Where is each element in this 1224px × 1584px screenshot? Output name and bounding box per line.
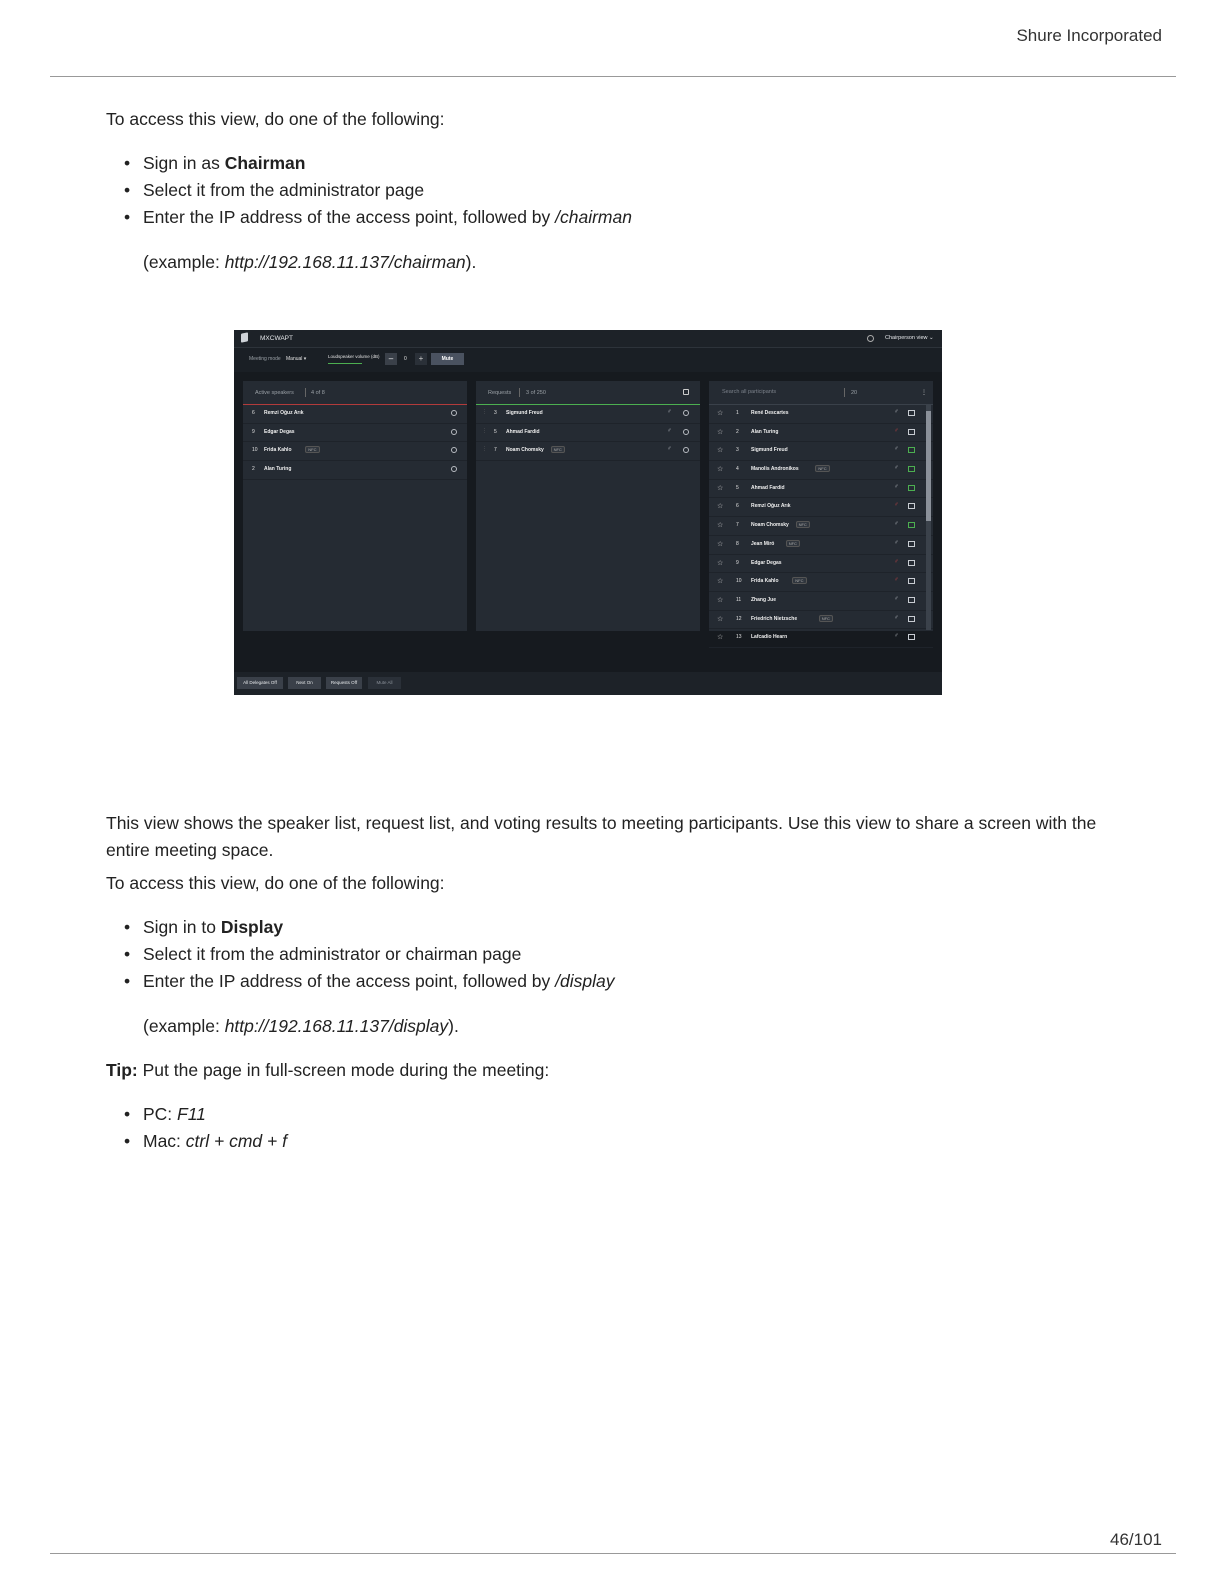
mic-on-icon[interactable]: ♂ <box>667 446 672 453</box>
display-term: Display <box>220 917 284 937</box>
star-icon[interactable]: ☆ <box>717 484 724 492</box>
table-row[interactable] <box>709 405 933 424</box>
list-item: • Mac: ctrl + cmd + f <box>124 1128 287 1155</box>
active-speakers-list <box>243 405 467 480</box>
seat-number: 11 <box>736 596 742 603</box>
list-item: • Sign in as Chairman <box>124 150 632 177</box>
participant-name: Edgar Degas <box>264 428 295 435</box>
mic-on-icon[interactable]: ♂ <box>667 409 672 415</box>
seat-number: 13 <box>736 634 742 641</box>
mic-icon[interactable]: ♂ <box>894 633 899 640</box>
screen-icon[interactable] <box>908 560 915 566</box>
active-speakers-panel <box>243 381 467 631</box>
screen-icon[interactable] <box>908 410 915 416</box>
nfc-badge: NFC <box>551 446 565 453</box>
screen-icon[interactable] <box>908 541 915 547</box>
remove-request-icon[interactable] <box>683 410 689 416</box>
seat-number: 9 <box>736 559 739 566</box>
section2-bullet-list <box>124 914 614 995</box>
mic-icon[interactable]: ♂ <box>894 521 899 528</box>
more-menu-icon[interactable]: ⋮ <box>921 390 927 396</box>
table-row[interactable] <box>709 498 933 517</box>
participant-name: Sigmund Freud <box>506 410 543 416</box>
mic-icon[interactable]: ♂ <box>894 465 899 472</box>
list-item: • Enter the IP address of the access point, followed by /chairman <box>124 204 632 231</box>
participant-name: Frida Kahlo <box>751 578 779 585</box>
seat-number: 7 <box>736 522 739 529</box>
mic-off-icon[interactable] <box>451 410 457 416</box>
bottom-action-button[interactable]: Requests Off <box>326 677 362 689</box>
star-icon[interactable]: ☆ <box>717 447 724 455</box>
seat-number: 3 <box>736 447 739 454</box>
bottom-action-button[interactable]: Next On <box>288 677 321 689</box>
drag-handle-icon[interactable]: ⋮ <box>482 446 487 453</box>
participants-panel <box>709 381 933 642</box>
volume-label: Loudspeaker volume (dB) <box>328 354 380 359</box>
seat-number: 5 <box>736 484 739 491</box>
mic-icon[interactable]: ♂ <box>894 577 899 584</box>
mic-off-icon[interactable] <box>451 466 457 472</box>
screen-icon[interactable] <box>908 503 915 509</box>
tip-paragraph: Tip: Put the page in full-screen mode during the meeting: <box>106 1060 550 1080</box>
seat-number: 8 <box>736 540 739 547</box>
scrollbar-thumb[interactable] <box>926 411 931 521</box>
app-name: MXCWAPT <box>260 335 293 342</box>
bottom-action-button[interactable]: Mute All <box>368 677 401 689</box>
participant-name: Zhang Jue <box>751 596 777 603</box>
section2-intro: To access this view, do one of the following: <box>106 873 445 893</box>
app-top-bar <box>234 330 942 348</box>
table-row[interactable] <box>709 611 933 630</box>
seat-number: 3 <box>494 410 497 416</box>
participant-name: Ahmad Fardid <box>506 428 540 435</box>
mic-off-icon[interactable] <box>451 429 457 435</box>
star-icon[interactable]: ☆ <box>717 615 724 623</box>
star-icon[interactable]: ☆ <box>717 503 724 511</box>
meeting-mode-select[interactable]: Manual ▾ <box>286 356 307 362</box>
mic-icon[interactable]: ♂ <box>894 483 899 490</box>
table-row[interactable] <box>243 424 467 443</box>
seat-number: 6 <box>252 410 255 416</box>
volume-value: 0 <box>404 356 407 362</box>
star-icon[interactable]: ☆ <box>717 578 724 586</box>
participant-name: Remzi Oğuz Arık <box>264 410 304 416</box>
mic-off-icon[interactable] <box>451 447 457 453</box>
chairman-term: Chairman <box>224 153 306 173</box>
drag-handle-icon[interactable]: ⋮ <box>482 427 487 434</box>
section1-bullet-list <box>124 150 632 231</box>
chairman-url: http://192.168.11.137/chairman <box>224 252 466 272</box>
seat-number: 2 <box>252 466 255 473</box>
participant-name: Frida Kahlo <box>264 447 292 454</box>
participant-name: Noam Chomsky <box>751 522 789 529</box>
pc-shortcut: F11 <box>177 1104 206 1124</box>
mic-icon[interactable]: ♂ <box>894 502 899 509</box>
screen-icon[interactable] <box>908 447 915 453</box>
participant-name: Lafcadio Hearn <box>751 634 788 641</box>
mic-icon[interactable]: ♂ <box>894 446 899 453</box>
star-icon[interactable]: ☆ <box>717 410 724 417</box>
screen-icon[interactable] <box>908 597 915 603</box>
table-row[interactable] <box>476 442 700 461</box>
table-row[interactable] <box>476 424 700 443</box>
display-path: /display <box>555 971 615 991</box>
drag-handle-icon[interactable]: ⋮ <box>482 409 487 415</box>
view-selector[interactable]: Chairperson view ⌄ <box>885 335 934 341</box>
participant-name: Remzi Oğuz Arık <box>751 503 791 510</box>
control-bar <box>234 348 942 372</box>
seat-number: 1 <box>736 410 739 416</box>
mic-icon[interactable]: ♂ <box>894 427 899 434</box>
mic-icon[interactable]: ♂ <box>894 558 899 565</box>
display-url: http://192.168.11.137/display <box>224 1016 449 1036</box>
volume-up-button[interactable]: + <box>415 353 427 365</box>
table-row[interactable] <box>709 424 933 443</box>
screen-icon[interactable] <box>908 429 915 435</box>
participant-name: Manolis Andronikos <box>751 466 799 473</box>
mic-icon[interactable]: ♂ <box>894 409 899 415</box>
search-input[interactable]: Search all participants <box>722 389 777 395</box>
table-row[interactable] <box>243 405 467 424</box>
requests-list <box>476 405 700 461</box>
table-row[interactable] <box>709 517 933 536</box>
participant-name: René Descartes <box>751 410 789 416</box>
panel-header <box>243 381 467 405</box>
table-row[interactable] <box>243 442 467 461</box>
seat-number: 7 <box>494 447 497 454</box>
nfc-badge: NFC <box>815 465 829 472</box>
lock-icon[interactable] <box>683 389 689 395</box>
meeting-mode-label: Meeting mode <box>249 356 281 362</box>
star-icon[interactable]: ☆ <box>717 559 724 567</box>
page-number: 46/101 <box>1110 1530 1162 1549</box>
participants-list <box>709 405 933 648</box>
table-row[interactable] <box>709 536 933 555</box>
participant-name: Jean Miró <box>751 540 775 547</box>
nfc-badge: NFC <box>305 446 319 453</box>
star-icon[interactable]: ☆ <box>717 466 724 474</box>
mute-button[interactable]: Mute <box>431 353 464 365</box>
seat-number: 10 <box>736 578 742 585</box>
section1-intro: To access this view, do one of the following: <box>106 109 445 129</box>
requests-panel <box>476 381 700 631</box>
panel-title: Requests <box>488 390 512 396</box>
star-icon[interactable]: ☆ <box>717 522 724 530</box>
nfc-badge: NFC <box>792 577 806 584</box>
table-row[interactable] <box>476 405 700 424</box>
star-icon[interactable]: ☆ <box>717 596 724 604</box>
volume-down-button[interactable]: – <box>385 353 397 365</box>
seat-number: 2 <box>736 428 739 435</box>
participant-name: Friedrich Nietzsche <box>751 615 798 622</box>
nfc-badge: NFC <box>786 540 800 547</box>
star-icon[interactable]: ☆ <box>717 540 724 548</box>
section2-description: This view shows the speaker list, request list, and voting results to meeting participants. Use this view to share a screen with the entire meeting space. <box>106 813 1097 860</box>
help-icon[interactable] <box>867 335 874 342</box>
tip-label: Tip: <box>106 1060 138 1080</box>
participant-name: Alan Turing <box>751 428 779 435</box>
table-row[interactable] <box>709 442 933 461</box>
seat-number: 5 <box>494 428 497 435</box>
panel-header <box>709 381 933 405</box>
bottom-action-bar <box>234 672 942 695</box>
list-item: • Enter the IP address of the access point, followed by /display <box>124 968 614 995</box>
table-row[interactable] <box>709 573 933 592</box>
seat-number: 10 <box>252 447 258 454</box>
screen-icon[interactable] <box>908 578 915 584</box>
chairman-path: /chairman <box>555 207 632 227</box>
volume-level-bar <box>328 363 362 364</box>
screen-icon[interactable] <box>908 485 915 491</box>
tip-bullet-list <box>124 1101 287 1155</box>
table-row[interactable] <box>243 461 467 480</box>
seat-number: 9 <box>252 428 255 435</box>
shure-logo-icon <box>241 332 248 342</box>
list-item: • Select it from the administrator page <box>124 177 632 204</box>
table-row[interactable] <box>709 629 933 648</box>
table-row[interactable] <box>709 592 933 611</box>
participant-name: Sigmund Freud <box>751 447 788 454</box>
participants-count: 20 <box>851 390 858 396</box>
header-company-name: Shure Incorporated <box>1016 26 1162 45</box>
participant-name: Noam Chomsky <box>506 447 544 454</box>
footer-divider <box>50 1553 1176 1554</box>
list-item: • Select it from the administrator or chairman page <box>124 941 614 968</box>
screen-icon[interactable] <box>908 616 915 622</box>
star-icon[interactable]: ☆ <box>717 428 724 436</box>
nfc-badge: NFC <box>796 521 810 528</box>
nfc-badge: NFC <box>819 615 833 622</box>
table-row[interactable] <box>709 555 933 574</box>
table-row[interactable] <box>709 461 933 480</box>
seat-number: 12 <box>736 615 742 622</box>
panel-count: 4 of 8 <box>311 390 325 396</box>
mic-icon[interactable]: ♂ <box>894 539 899 546</box>
screen-icon[interactable] <box>908 634 915 640</box>
screen-icon[interactable] <box>908 522 915 528</box>
participant-name: Ahmad Fardid <box>751 484 785 491</box>
remove-request-icon[interactable] <box>683 447 689 453</box>
participant-name: Alan Turing <box>264 466 292 473</box>
participant-name: Edgar Degas <box>751 559 782 566</box>
list-item: • Sign in to Display <box>124 914 614 941</box>
chairperson-view-screenshot <box>234 330 942 695</box>
mic-icon[interactable]: ♂ <box>894 595 899 602</box>
mic-icon[interactable]: ♂ <box>894 614 899 621</box>
section1-example: (example: http://192.168.11.137/chairman). <box>143 252 477 272</box>
panel-count: 3 of 250 <box>526 390 546 396</box>
header-divider <box>50 76 1176 77</box>
mic-on-icon[interactable]: ♂ <box>667 427 672 434</box>
remove-request-icon[interactable] <box>683 429 689 435</box>
bottom-action-button[interactable]: All Delegates Off <box>237 677 283 689</box>
panel-header <box>476 381 700 405</box>
seat-number: 6 <box>736 503 739 510</box>
star-icon[interactable]: ☆ <box>717 634 724 642</box>
table-row[interactable] <box>709 480 933 499</box>
screen-icon[interactable] <box>908 466 915 472</box>
seat-number: 4 <box>736 466 739 473</box>
list-item: • PC: F11 <box>124 1101 287 1128</box>
panel-title: Active speakers <box>255 390 294 396</box>
section2-example: (example: http://192.168.11.137/display). <box>143 1016 459 1036</box>
mac-shortcut: ctrl + cmd + f <box>185 1131 287 1151</box>
